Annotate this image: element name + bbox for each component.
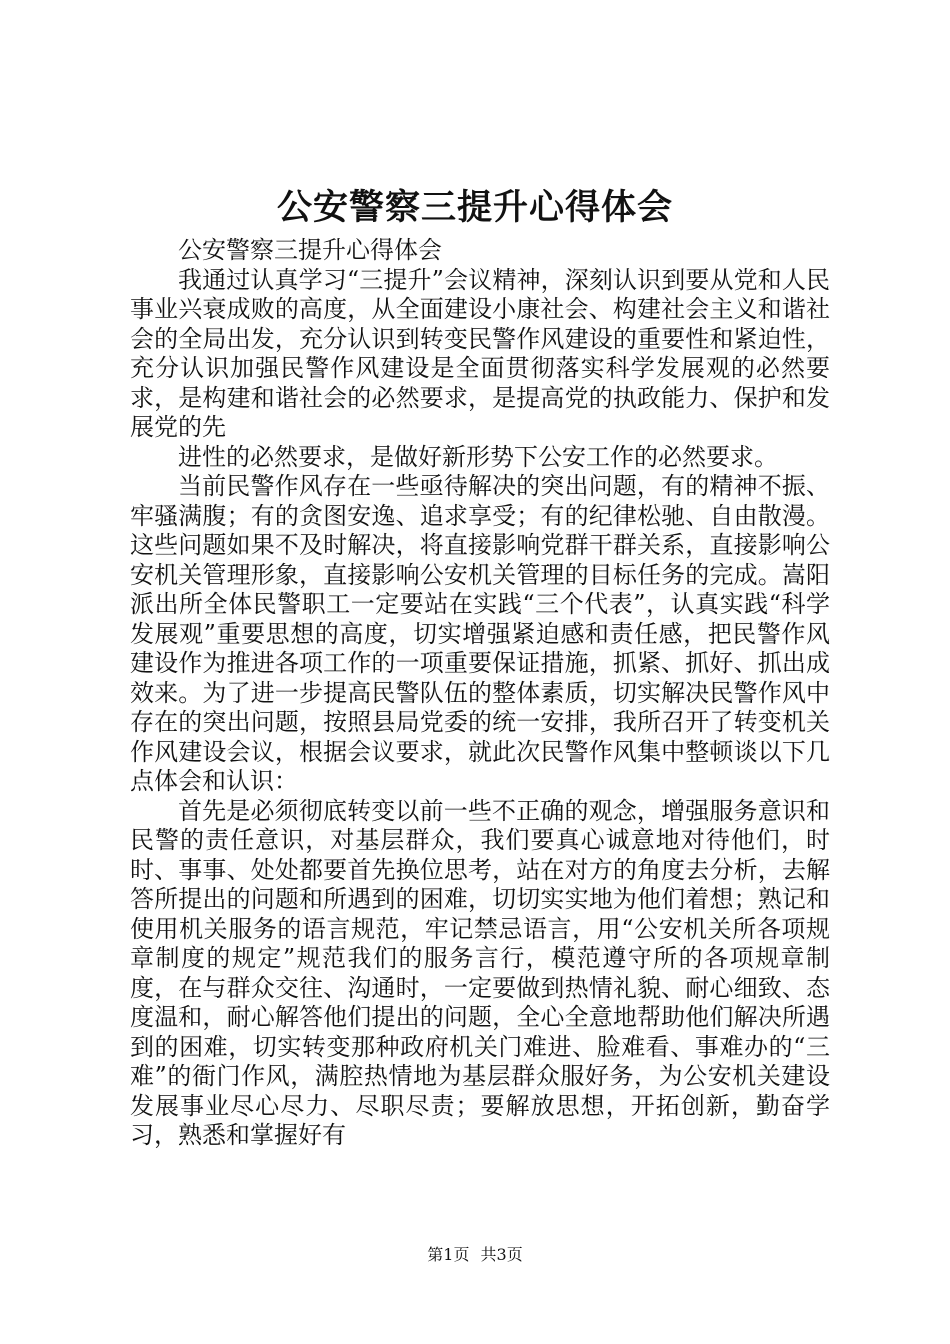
paragraph: 首先是必须彻底转变以前一些不正确的观念，增强服务意识和民警的责任意识，对基层群众，我们要真心诚意地对待他们，时时、事事、处处都要首先换位思考，站在对方的角度去分析，去解答所提出的问题和所遇到的困难，切切实实地为他们着想；熟记和使用机关服务的语言规范，牢记禁忌语言，用“公安机关所各项规章制度的规定”规范我们的服务言行，模范遵守所的各项规章制度，在与群众交往、沟通时，一定要做到热情礼貌、耐心细致、态度温和，耐心解答他们提出的问题，全心全意地帮助他们解决所遇到的困难，切实转变那种政府机关门难进、脸难看、事难办的“三难”的衙门作风，满腔热情地为基层群众服好务，为公安机关建设发展事业尽心尽力、尽职尽责；要解放思想，开拓创新，勤奋学习，熟悉和掌握好有 [130,796,830,1149]
paragraph: 当前民警作风存在一些亟待解决的突出问题，有的精神不振、牢骚满腹；有的贪图安逸、追求享受；有的纪律松驰、自由散漫。这些问题如果不及时解决，将直接影响党群干群关系，直接影响公安机关管理形象，直接影响公安机关管理的目标任务的完成。嵩阳派出所全体民警职工一定要站在实践“三个代表”，认真实践“科学发展观”重要思想的高度，切实增强紧迫感和责任感，把民警作风建设作为推进各项工作的一项重要保证措施，抓紧、抓好、抓出成效来。为了进一步提高民警队伍的整体素质，切实解决民警作风中存在的突出问题，按照县局党委的统一安排，我所召开了转变机关作风建设会议，根据会议要求，就此次民警作风集中整顿谈以下几点体会和认识： [130,472,830,795]
paragraph: 我通过认真学习“三提升”会议精神，深刻认识到要从党和人民事业兴衰成败的高度，从全面建设小康社会、构建社会主义和谐社会的全局出发，充分认识到转变民警作风建设的重要性和紧迫性，充分认识加强民警作风建设是全面贯彻落实科学发展观的必然要求，是构建和谐社会的必然要求，是提高党的执政能力、保护和发展党的先 [130,265,830,441]
page-total: 共3页 [480,1245,523,1264]
document-body [130,236,830,1151]
paragraph-subtitle: 公安警察三提升心得体会 [178,236,442,264]
page-number: 第1页 [427,1245,470,1264]
document-title: 公安警察三提升心得体会 [276,187,673,228]
paragraph: 进性的必然要求，是做好新形势下公安工作的必然要求。 [178,442,778,471]
page-footer [0,1243,950,1267]
